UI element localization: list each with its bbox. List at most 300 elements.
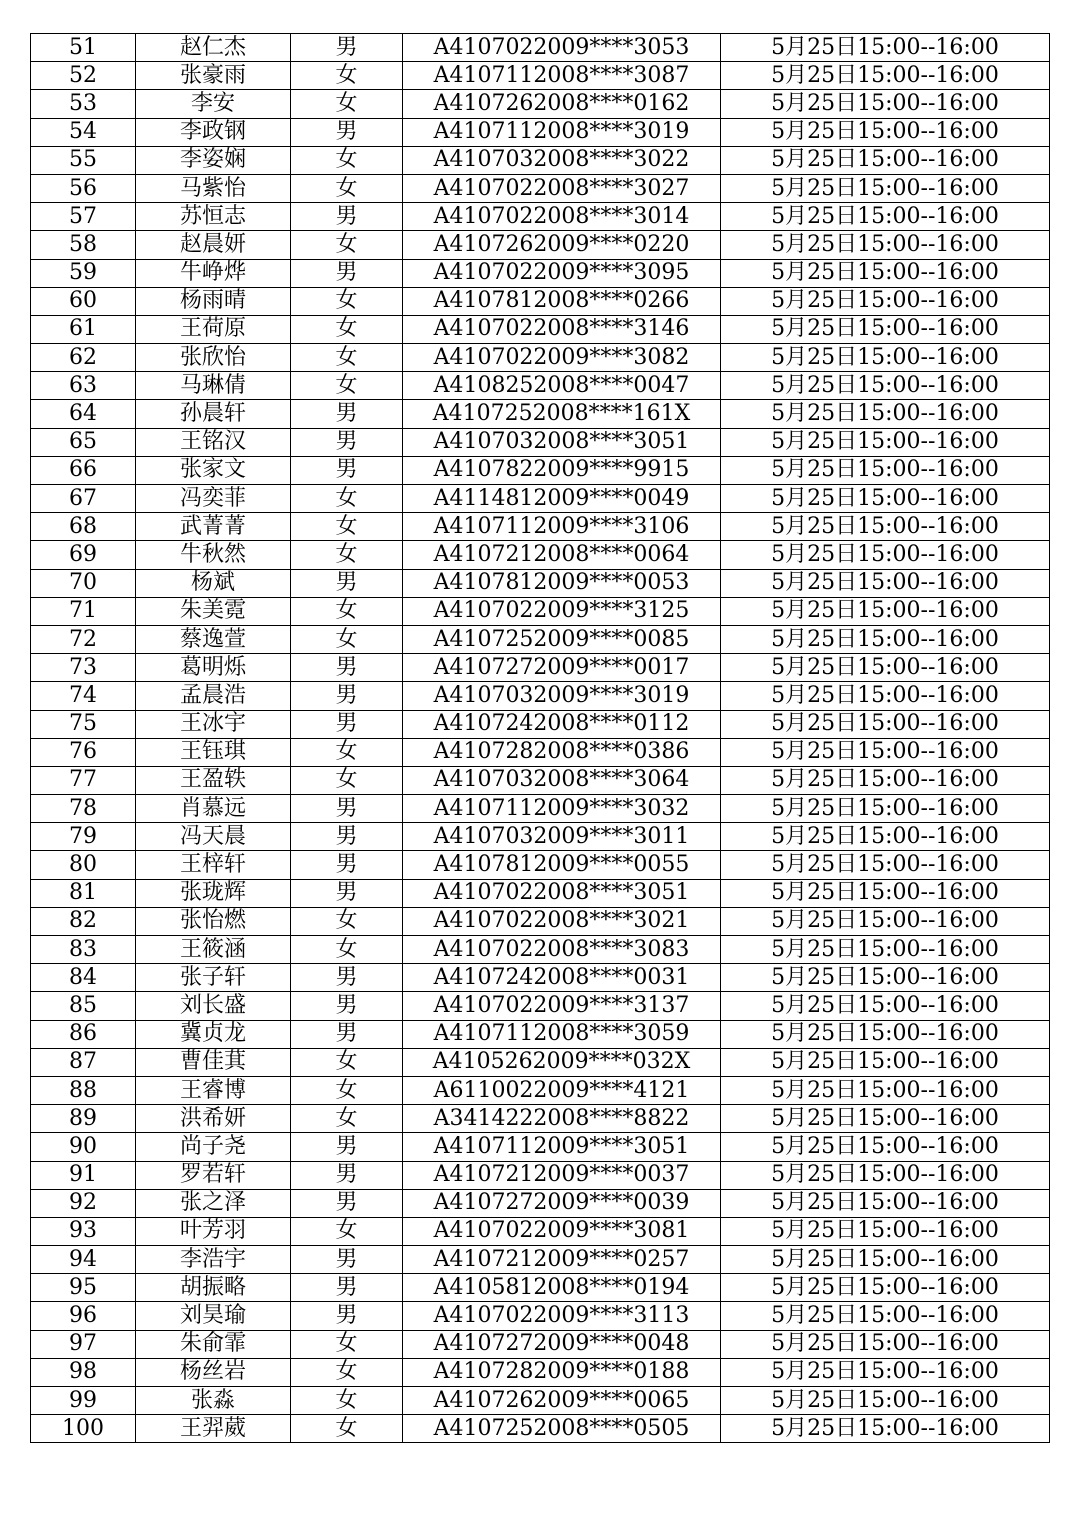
gender-cell: 女	[291, 1358, 403, 1386]
id-number-cell: A4107212009****0037	[403, 1161, 721, 1189]
gender-cell: 女	[291, 541, 403, 569]
row-number-cell: 63	[31, 372, 136, 400]
time-slot-cell: 5月25日15:00--16:00	[721, 992, 1050, 1020]
id-number-cell: A4107282008****0386	[403, 738, 721, 766]
name-cell: 洪希妍	[136, 1105, 291, 1133]
name-cell: 张淼	[136, 1387, 291, 1415]
table-row	[31, 315, 1050, 343]
row-number-cell: 78	[31, 795, 136, 823]
row-number-cell: 98	[31, 1358, 136, 1386]
time-slot-cell: 5月25日15:00--16:00	[721, 1189, 1050, 1217]
time-slot-cell: 5月25日15:00--16:00	[721, 1161, 1050, 1189]
name-cell: 冯奕菲	[136, 485, 291, 513]
id-number-cell: A4107282009****0188	[403, 1358, 721, 1386]
id-number-cell: A4107212009****0257	[403, 1246, 721, 1274]
row-number-cell: 61	[31, 315, 136, 343]
time-slot-cell: 5月25日15:00--16:00	[721, 766, 1050, 794]
gender-cell: 男	[291, 203, 403, 231]
row-number-cell: 75	[31, 710, 136, 738]
row-number-cell: 83	[31, 936, 136, 964]
row-number-cell: 96	[31, 1302, 136, 1330]
gender-cell: 男	[291, 964, 403, 992]
name-cell: 王荷原	[136, 315, 291, 343]
table-row	[31, 1217, 1050, 1245]
name-cell: 曹佳萁	[136, 1048, 291, 1076]
time-slot-cell: 5月25日15:00--16:00	[721, 851, 1050, 879]
table-row	[31, 907, 1050, 935]
time-slot-cell: 5月25日15:00--16:00	[721, 1048, 1050, 1076]
row-number-cell: 53	[31, 90, 136, 118]
id-number-cell: A4107022008****3051	[403, 879, 721, 907]
name-cell: 朱美霓	[136, 597, 291, 625]
table-row	[31, 851, 1050, 879]
row-number-cell: 64	[31, 400, 136, 428]
id-number-cell: A4107252009****0085	[403, 625, 721, 653]
table-row	[31, 90, 1050, 118]
gender-cell: 男	[291, 1189, 403, 1217]
time-slot-cell: 5月25日15:00--16:00	[721, 936, 1050, 964]
name-cell: 葛明烁	[136, 654, 291, 682]
row-number-cell: 76	[31, 738, 136, 766]
row-number-cell: 99	[31, 1387, 136, 1415]
row-number-cell: 88	[31, 1076, 136, 1104]
time-slot-cell: 5月25日15:00--16:00	[721, 1387, 1050, 1415]
table-row	[31, 231, 1050, 259]
name-cell: 杨斌	[136, 569, 291, 597]
id-number-cell: A4107822009****9915	[403, 456, 721, 484]
table-row	[31, 682, 1050, 710]
id-number-cell: A4107272009****0048	[403, 1330, 721, 1358]
table-row	[31, 964, 1050, 992]
row-number-cell: 92	[31, 1189, 136, 1217]
row-number-cell: 67	[31, 485, 136, 513]
gender-cell: 女	[291, 513, 403, 541]
row-number-cell: 68	[31, 513, 136, 541]
row-number-cell: 56	[31, 174, 136, 202]
row-number-cell: 73	[31, 654, 136, 682]
id-number-cell: A4107812008****0266	[403, 287, 721, 315]
name-cell: 冯天晨	[136, 823, 291, 851]
id-number-cell: A4107112009****3051	[403, 1133, 721, 1161]
table-row	[31, 879, 1050, 907]
gender-cell: 女	[291, 485, 403, 513]
time-slot-cell: 5月25日15:00--16:00	[721, 287, 1050, 315]
table-row	[31, 738, 1050, 766]
gender-cell: 男	[291, 34, 403, 62]
id-number-cell: A4107262008****0162	[403, 90, 721, 118]
id-number-cell: A4107022008****3083	[403, 936, 721, 964]
gender-cell: 男	[291, 795, 403, 823]
row-number-cell: 94	[31, 1246, 136, 1274]
id-number-cell: A4107112009****3032	[403, 795, 721, 823]
row-number-cell: 70	[31, 569, 136, 597]
table-row	[31, 428, 1050, 456]
gender-cell: 男	[291, 456, 403, 484]
name-cell: 李安	[136, 90, 291, 118]
time-slot-cell: 5月25日15:00--16:00	[721, 1076, 1050, 1104]
gender-cell: 女	[291, 1048, 403, 1076]
time-slot-cell: 5月25日15:00--16:00	[721, 1217, 1050, 1245]
gender-cell: 女	[291, 1105, 403, 1133]
table-row	[31, 936, 1050, 964]
table-row	[31, 513, 1050, 541]
id-number-cell: A4107112009****3106	[403, 513, 721, 541]
time-slot-cell: 5月25日15:00--16:00	[721, 203, 1050, 231]
time-slot-cell: 5月25日15:00--16:00	[721, 118, 1050, 146]
time-slot-cell: 5月25日15:00--16:00	[721, 1105, 1050, 1133]
name-cell: 王盈轶	[136, 766, 291, 794]
name-cell: 王睿博	[136, 1076, 291, 1104]
gender-cell: 女	[291, 625, 403, 653]
row-number-cell: 55	[31, 146, 136, 174]
table-row	[31, 766, 1050, 794]
id-number-cell: A4107032009****3019	[403, 682, 721, 710]
time-slot-cell: 5月25日15:00--16:00	[721, 344, 1050, 372]
id-number-cell: A4107032009****3011	[403, 823, 721, 851]
id-number-cell: A4105812008****0194	[403, 1274, 721, 1302]
name-cell: 朱俞霏	[136, 1330, 291, 1358]
roster-sheet	[30, 33, 1050, 1443]
id-number-cell: A4107212008****0064	[403, 541, 721, 569]
gender-cell: 男	[291, 682, 403, 710]
time-slot-cell: 5月25日15:00--16:00	[721, 907, 1050, 935]
id-number-cell: A4107022008****3014	[403, 203, 721, 231]
time-slot-cell: 5月25日15:00--16:00	[721, 315, 1050, 343]
name-cell: 马琳倩	[136, 372, 291, 400]
gender-cell: 女	[291, 597, 403, 625]
table-row	[31, 1133, 1050, 1161]
row-number-cell: 65	[31, 428, 136, 456]
id-number-cell: A4107272009****0039	[403, 1189, 721, 1217]
table-row	[31, 146, 1050, 174]
gender-cell: 女	[291, 372, 403, 400]
name-cell: 张珑辉	[136, 879, 291, 907]
id-number-cell: A4107112008****3019	[403, 118, 721, 146]
time-slot-cell: 5月25日15:00--16:00	[721, 823, 1050, 851]
name-cell: 刘昊瑜	[136, 1302, 291, 1330]
table-row	[31, 992, 1050, 1020]
time-slot-cell: 5月25日15:00--16:00	[721, 1133, 1050, 1161]
row-number-cell: 87	[31, 1048, 136, 1076]
name-cell: 尚子尧	[136, 1133, 291, 1161]
gender-cell: 男	[291, 654, 403, 682]
time-slot-cell: 5月25日15:00--16:00	[721, 541, 1050, 569]
time-slot-cell: 5月25日15:00--16:00	[721, 231, 1050, 259]
table-row	[31, 1076, 1050, 1104]
table-row	[31, 1189, 1050, 1217]
id-number-cell: A4107022009****3113	[403, 1302, 721, 1330]
id-number-cell: A4107022008****3027	[403, 174, 721, 202]
table-row	[31, 400, 1050, 428]
gender-cell: 女	[291, 1217, 403, 1245]
id-number-cell: A4107272009****0017	[403, 654, 721, 682]
row-number-cell: 91	[31, 1161, 136, 1189]
id-number-cell: A4107242008****0031	[403, 964, 721, 992]
id-number-cell: A4107022009****3095	[403, 259, 721, 287]
table-row	[31, 625, 1050, 653]
row-number-cell: 59	[31, 259, 136, 287]
time-slot-cell: 5月25日15:00--16:00	[721, 400, 1050, 428]
id-number-cell: A4107262009****0220	[403, 231, 721, 259]
name-cell: 苏恒志	[136, 203, 291, 231]
row-number-cell: 57	[31, 203, 136, 231]
id-number-cell: A4107032008****3022	[403, 146, 721, 174]
gender-cell: 男	[291, 1161, 403, 1189]
gender-cell: 男	[291, 851, 403, 879]
table-row	[31, 287, 1050, 315]
name-cell: 冀贞龙	[136, 1020, 291, 1048]
gender-cell: 男	[291, 118, 403, 146]
row-number-cell: 58	[31, 231, 136, 259]
name-cell: 罗若轩	[136, 1161, 291, 1189]
table-row	[31, 62, 1050, 90]
table-row	[31, 597, 1050, 625]
time-slot-cell: 5月25日15:00--16:00	[721, 146, 1050, 174]
time-slot-cell: 5月25日15:00--16:00	[721, 1020, 1050, 1048]
name-cell: 王铭汉	[136, 428, 291, 456]
gender-cell: 女	[291, 344, 403, 372]
time-slot-cell: 5月25日15:00--16:00	[721, 597, 1050, 625]
time-slot-cell: 5月25日15:00--16:00	[721, 1302, 1050, 1330]
table-row	[31, 795, 1050, 823]
table-row	[31, 118, 1050, 146]
row-number-cell: 52	[31, 62, 136, 90]
id-number-cell: A4107022009****3053	[403, 34, 721, 62]
table-row	[31, 1161, 1050, 1189]
name-cell: 蔡逸萱	[136, 625, 291, 653]
name-cell: 王钰琪	[136, 738, 291, 766]
table-row	[31, 1387, 1050, 1415]
row-number-cell: 81	[31, 879, 136, 907]
time-slot-cell: 5月25日15:00--16:00	[721, 428, 1050, 456]
table-row	[31, 654, 1050, 682]
id-number-cell: A4107252008****161X	[403, 400, 721, 428]
gender-cell: 男	[291, 569, 403, 597]
time-slot-cell: 5月25日15:00--16:00	[721, 513, 1050, 541]
id-number-cell: A4107812009****0055	[403, 851, 721, 879]
table-row	[31, 569, 1050, 597]
row-number-cell: 54	[31, 118, 136, 146]
name-cell: 张欣怡	[136, 344, 291, 372]
id-number-cell: A4107112008****3059	[403, 1020, 721, 1048]
row-number-cell: 89	[31, 1105, 136, 1133]
time-slot-cell: 5月25日15:00--16:00	[721, 1358, 1050, 1386]
id-number-cell: A4107252008****0505	[403, 1415, 721, 1443]
table-row	[31, 1330, 1050, 1358]
row-number-cell: 79	[31, 823, 136, 851]
name-cell: 胡振略	[136, 1274, 291, 1302]
name-cell: 张之泽	[136, 1189, 291, 1217]
gender-cell: 女	[291, 231, 403, 259]
name-cell: 李姿娴	[136, 146, 291, 174]
table-row	[31, 34, 1050, 62]
time-slot-cell: 5月25日15:00--16:00	[721, 654, 1050, 682]
name-cell: 王冰宇	[136, 710, 291, 738]
row-number-cell: 80	[31, 851, 136, 879]
roster-table-body	[31, 34, 1050, 1443]
time-slot-cell: 5月25日15:00--16:00	[721, 879, 1050, 907]
gender-cell: 女	[291, 90, 403, 118]
gender-cell: 男	[291, 428, 403, 456]
id-number-cell: A3414222008****8822	[403, 1105, 721, 1133]
gender-cell: 男	[291, 992, 403, 1020]
id-number-cell: A4107262009****0065	[403, 1387, 721, 1415]
gender-cell: 女	[291, 1330, 403, 1358]
name-cell: 牛峥烨	[136, 259, 291, 287]
time-slot-cell: 5月25日15:00--16:00	[721, 485, 1050, 513]
name-cell: 肖慕远	[136, 795, 291, 823]
gender-cell: 女	[291, 315, 403, 343]
name-cell: 张家文	[136, 456, 291, 484]
table-row	[31, 372, 1050, 400]
name-cell: 孙晨轩	[136, 400, 291, 428]
name-cell: 刘长盛	[136, 992, 291, 1020]
time-slot-cell: 5月25日15:00--16:00	[721, 372, 1050, 400]
id-number-cell: A4108252008****0047	[403, 372, 721, 400]
gender-cell: 女	[291, 1076, 403, 1104]
name-cell: 赵仁杰	[136, 34, 291, 62]
name-cell: 张豪雨	[136, 62, 291, 90]
time-slot-cell: 5月25日15:00--16:00	[721, 456, 1050, 484]
time-slot-cell: 5月25日15:00--16:00	[721, 1246, 1050, 1274]
gender-cell: 女	[291, 174, 403, 202]
id-number-cell: A4107022009****3137	[403, 992, 721, 1020]
gender-cell: 男	[291, 1020, 403, 1048]
row-number-cell: 66	[31, 456, 136, 484]
id-number-cell: A4107022009****3082	[403, 344, 721, 372]
id-number-cell: A4105262009****032X	[403, 1048, 721, 1076]
table-row	[31, 174, 1050, 202]
name-cell: 张怡燃	[136, 907, 291, 935]
table-row	[31, 1302, 1050, 1330]
gender-cell: 男	[291, 400, 403, 428]
name-cell: 叶芳羽	[136, 1217, 291, 1245]
name-cell: 武菁菁	[136, 513, 291, 541]
name-cell: 王羿葳	[136, 1415, 291, 1443]
table-row	[31, 1358, 1050, 1386]
row-number-cell: 74	[31, 682, 136, 710]
time-slot-cell: 5月25日15:00--16:00	[721, 795, 1050, 823]
row-number-cell: 77	[31, 766, 136, 794]
id-number-cell: A4114812009****0049	[403, 485, 721, 513]
gender-cell: 男	[291, 1274, 403, 1302]
table-row	[31, 1048, 1050, 1076]
time-slot-cell: 5月25日15:00--16:00	[721, 34, 1050, 62]
time-slot-cell: 5月25日15:00--16:00	[721, 569, 1050, 597]
table-row	[31, 710, 1050, 738]
row-number-cell: 60	[31, 287, 136, 315]
row-number-cell: 95	[31, 1274, 136, 1302]
name-cell: 杨丝岩	[136, 1358, 291, 1386]
gender-cell: 女	[291, 146, 403, 174]
row-number-cell: 85	[31, 992, 136, 1020]
row-number-cell: 71	[31, 597, 136, 625]
row-number-cell: 72	[31, 625, 136, 653]
id-number-cell: A4107022009****3081	[403, 1217, 721, 1245]
time-slot-cell: 5月25日15:00--16:00	[721, 738, 1050, 766]
name-cell: 赵晨妍	[136, 231, 291, 259]
name-cell: 王梓轩	[136, 851, 291, 879]
row-number-cell: 90	[31, 1133, 136, 1161]
name-cell: 牛秋然	[136, 541, 291, 569]
table-row	[31, 485, 1050, 513]
name-cell: 马紫怡	[136, 174, 291, 202]
time-slot-cell: 5月25日15:00--16:00	[721, 1274, 1050, 1302]
table-row	[31, 1020, 1050, 1048]
gender-cell: 男	[291, 1246, 403, 1274]
gender-cell: 女	[291, 1415, 403, 1443]
gender-cell: 女	[291, 287, 403, 315]
gender-cell: 男	[291, 879, 403, 907]
table-row	[31, 344, 1050, 372]
table-row	[31, 1105, 1050, 1133]
gender-cell: 女	[291, 1387, 403, 1415]
gender-cell: 男	[291, 823, 403, 851]
row-number-cell: 97	[31, 1330, 136, 1358]
row-number-cell: 100	[31, 1415, 136, 1443]
table-row	[31, 1274, 1050, 1302]
table-row	[31, 259, 1050, 287]
row-number-cell: 93	[31, 1217, 136, 1245]
time-slot-cell: 5月25日15:00--16:00	[721, 964, 1050, 992]
table-row	[31, 823, 1050, 851]
name-cell: 李浩宇	[136, 1246, 291, 1274]
table-row	[31, 541, 1050, 569]
roster-table	[30, 33, 1050, 1443]
name-cell: 杨雨晴	[136, 287, 291, 315]
row-number-cell: 62	[31, 344, 136, 372]
gender-cell: 女	[291, 766, 403, 794]
id-number-cell: A4107032008****3051	[403, 428, 721, 456]
gender-cell: 女	[291, 907, 403, 935]
time-slot-cell: 5月25日15:00--16:00	[721, 682, 1050, 710]
table-row	[31, 1415, 1050, 1443]
table-row	[31, 1246, 1050, 1274]
gender-cell: 男	[291, 1133, 403, 1161]
id-number-cell: A4107812009****0053	[403, 569, 721, 597]
gender-cell: 女	[291, 936, 403, 964]
id-number-cell: A4107112008****3087	[403, 62, 721, 90]
id-number-cell: A6110022009****4121	[403, 1076, 721, 1104]
row-number-cell: 82	[31, 907, 136, 935]
gender-cell: 女	[291, 738, 403, 766]
time-slot-cell: 5月25日15:00--16:00	[721, 625, 1050, 653]
time-slot-cell: 5月25日15:00--16:00	[721, 710, 1050, 738]
id-number-cell: A4107022008****3146	[403, 315, 721, 343]
gender-cell: 男	[291, 259, 403, 287]
time-slot-cell: 5月25日15:00--16:00	[721, 62, 1050, 90]
table-row	[31, 456, 1050, 484]
id-number-cell: A4107022009****3125	[403, 597, 721, 625]
time-slot-cell: 5月25日15:00--16:00	[721, 174, 1050, 202]
gender-cell: 女	[291, 62, 403, 90]
time-slot-cell: 5月25日15:00--16:00	[721, 1330, 1050, 1358]
time-slot-cell: 5月25日15:00--16:00	[721, 90, 1050, 118]
id-number-cell: A4107032008****3064	[403, 766, 721, 794]
id-number-cell: A4107242008****0112	[403, 710, 721, 738]
row-number-cell: 84	[31, 964, 136, 992]
time-slot-cell: 5月25日15:00--16:00	[721, 259, 1050, 287]
name-cell: 张子轩	[136, 964, 291, 992]
name-cell: 王筱涵	[136, 936, 291, 964]
name-cell: 孟晨浩	[136, 682, 291, 710]
id-number-cell: A4107022008****3021	[403, 907, 721, 935]
row-number-cell: 69	[31, 541, 136, 569]
row-number-cell: 51	[31, 34, 136, 62]
name-cell: 李政钢	[136, 118, 291, 146]
gender-cell: 男	[291, 1302, 403, 1330]
time-slot-cell: 5月25日15:00--16:00	[721, 1415, 1050, 1443]
